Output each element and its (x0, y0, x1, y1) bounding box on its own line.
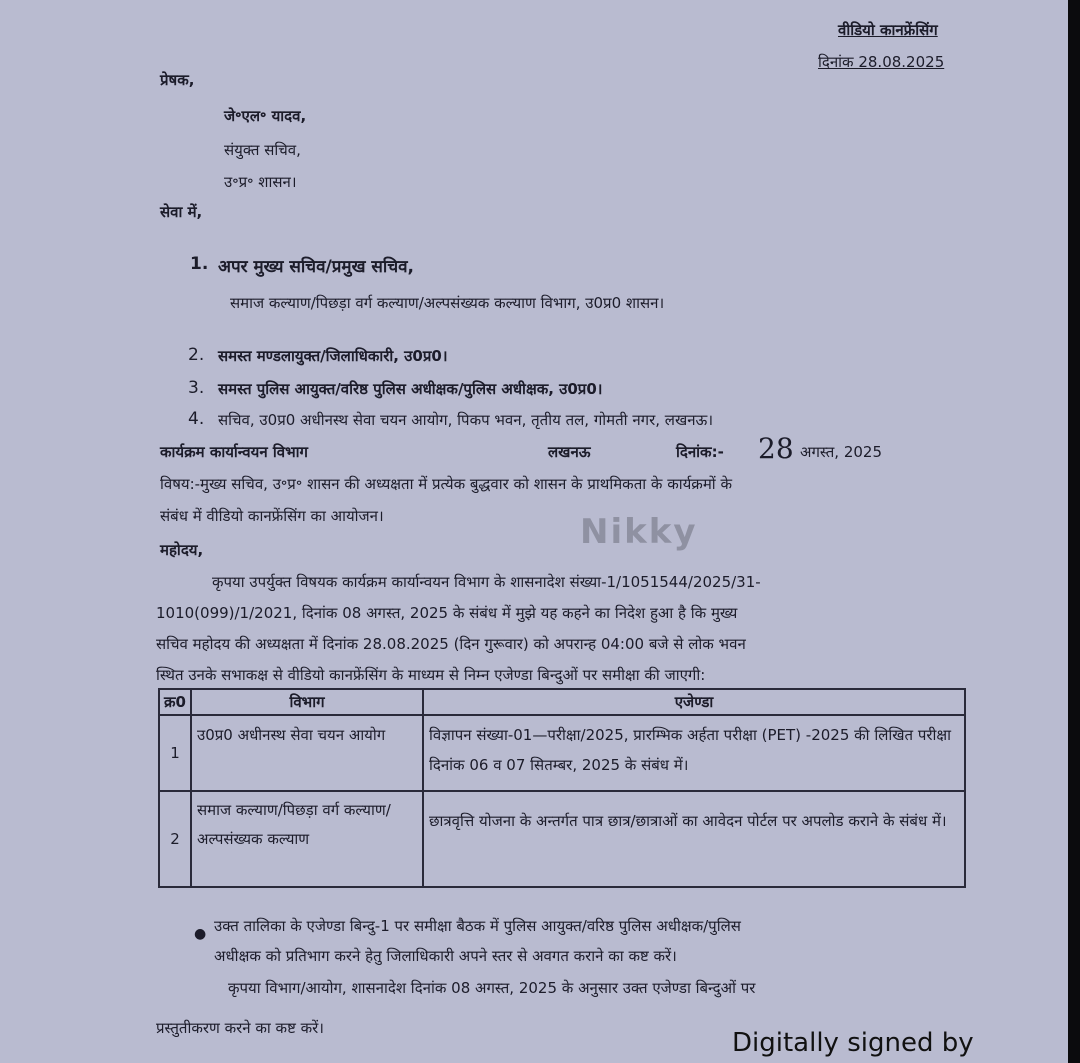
sender-govt: उ॰प्र॰ शासन। (224, 173, 297, 191)
subject-line1: विषय:-मुख्य सचिव, उ॰प्र॰ शासन की अध्यक्षता में प्रत्येक बुद्धवार को शासन के प्राथमिकता के कार्यक्रमों के (160, 475, 732, 493)
header-date: दिनांक 28.08.2025 (818, 53, 945, 71)
digital-signature-text: Digitally signed by (732, 1028, 974, 1058)
header-title: वीडियो कानफ्रेंसिंग (838, 21, 938, 39)
recipient-1-number: 1. (190, 254, 209, 274)
table-cell-serial: 2 (159, 791, 191, 887)
body-line1: कृपया उपर्युक्त विषयक कार्यक्रम कार्यान्वयन विभाग के शासनादेश संख्या-1/1051544/2025/31- (212, 573, 761, 591)
table-row (159, 715, 965, 791)
sender-label: प्रेषक, (160, 71, 195, 89)
table-cell-department: उ0प्र0 अधीनस्थ सेवा चयन आयोग (191, 715, 423, 791)
recipient-4-number: 4. (188, 409, 205, 429)
to-label: सेवा में, (160, 203, 203, 221)
bullet-line2: अधीक्षक को प्रतिभाग करने हेतु जिलाधिकारी अपने स्तर से अवगत कराने का कष्ट करें। (214, 947, 677, 965)
table-header-agenda: एजेण्डा (423, 689, 965, 715)
department-name: कार्यक्रम कार्यान्वयन विभाग (160, 443, 308, 461)
table-header-serial: क्र0 (159, 689, 191, 715)
sender-name: जे॰एल॰ यादव, (224, 107, 307, 125)
salutation: महोदय, (160, 541, 204, 559)
table-cell-agenda: छात्रवृत्ति योजना के अन्तर्गत पात्र छात्र/छात्राओं का आवेदन पोर्टल पर अपलोड कराने के संबंध में। (423, 791, 965, 887)
sender-designation: संयुक्त सचिव, (224, 141, 301, 159)
recipient-3-line1: समस्त पुलिस आयुक्त/वरिष्ठ पुलिस अधीक्षक/पुलिस अधीक्षक, उ0प्र0। (218, 380, 603, 398)
department-date-label: दिनांक:- (676, 443, 724, 461)
department-date-day: 28 (758, 432, 794, 465)
body-line4: स्थित उनके सभाकक्ष से वीडियो कानफ्रेंसिंग के माध्यम से निम्न एजेण्डा बिन्दुओं पर समीक्षा की जाएगी: (156, 666, 706, 684)
table-header-department: विभाग (191, 689, 423, 715)
table-cell-agenda: विज्ञापन संख्या-01—परीक्षा/2025, प्रारम्भिक अर्हता परीक्षा (PET) -2025 की लिखित परीक्षा दिनांक 06 व 07 सितम्बर, 2025 के संबंध में। (423, 715, 965, 791)
agenda-table (158, 688, 966, 888)
closing-line2: प्रस्तुतीकरण करने का कष्ट करें। (156, 1019, 324, 1037)
recipient-4-line1: सचिव, उ0प्र0 अधीनस्थ सेवा चयन आयोग, पिकप भवन, तृतीय तल, गोमती नगर, लखनऊ। (218, 411, 714, 429)
table-row (159, 791, 965, 887)
department-date-rest: अगस्त, 2025 (800, 443, 883, 461)
table-cell-serial: 1 (159, 715, 191, 791)
recipient-2-line1: समस्त मण्डलायुक्त/जिलाधिकारी, उ0प्र0। (218, 347, 448, 365)
closing-line1: कृपया विभाग/आयोग, शासनादेश दिनांक 08 अगस्त, 2025 के अनुसार उक्त एजेण्डा बिन्दुओं पर (228, 979, 756, 997)
recipient-1-line2: समाज कल्याण/पिछड़ा वर्ग कल्याण/अल्पसंख्यक कल्याण विभाग, उ0प्र0 शासन। (230, 294, 665, 312)
recipient-1-line1: अपर मुख्य सचिव/प्रमुख सचिव, (218, 257, 415, 277)
table-header-row (159, 689, 965, 715)
recipient-3-number: 3. (188, 378, 205, 398)
body-line2: 1010(099)/1/2021, दिनांक 08 अगस्त, 2025 के संबंध में मुझे यह कहने का निदेश हुआ है कि मुख्य (156, 604, 738, 622)
department-city: लखनऊ (548, 443, 591, 461)
table-cell-department: समाज कल्याण/पिछड़ा वर्ग कल्याण/अल्पसंख्यक कल्याण (191, 791, 423, 887)
bullet-dot-icon: ● (194, 926, 207, 942)
recipient-2-number: 2. (188, 345, 205, 365)
body-line3: सचिव महोदय की अध्यक्षता में दिनांक 28.08.2025 (दिन गुरूवार) को अपरान्ह 04:00 बजे से लोक भवन (156, 635, 746, 653)
subject-line2: संबंध में वीडियो कानफ्रेंसिंग का आयोजन। (160, 507, 384, 525)
bullet-line1: उक्त तालिका के एजेण्डा बिन्दु-1 पर समीक्षा बैठक में पुलिस आयुक्त/वरिष्ठ पुलिस अधीक्षक/पुलिस (214, 917, 741, 935)
watermark-text: Nikky (580, 512, 698, 552)
